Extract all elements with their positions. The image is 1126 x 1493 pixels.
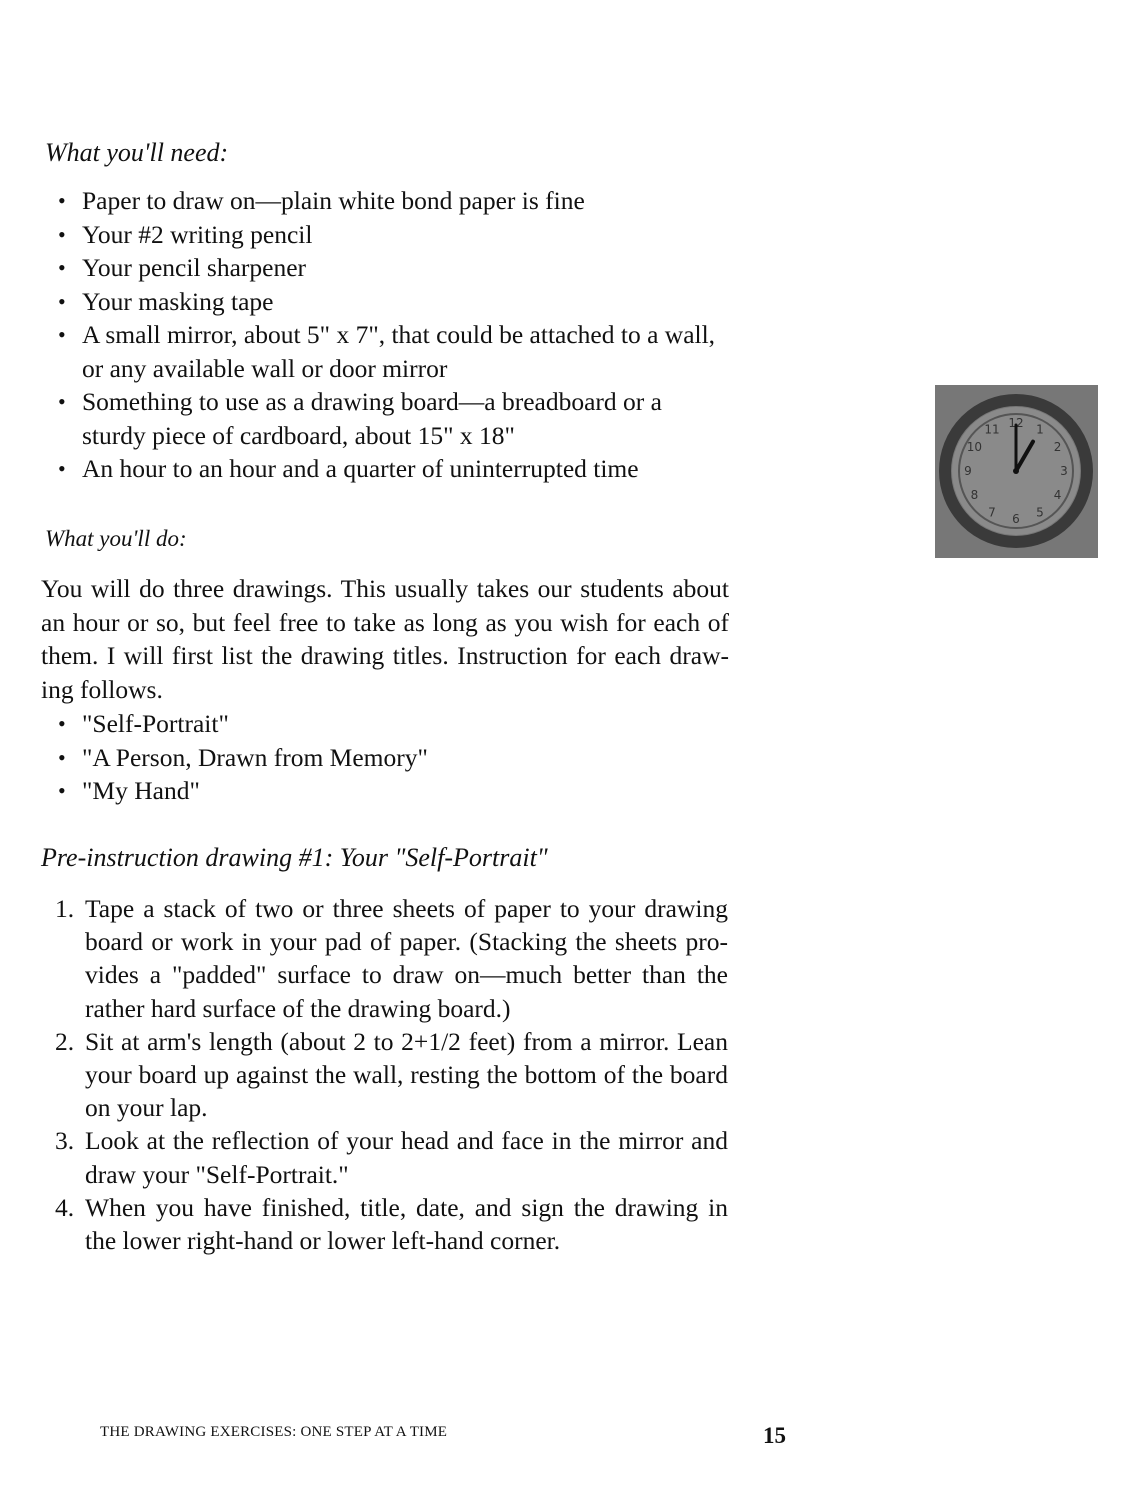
list-item: • "A Person, Drawn from Memory": [58, 741, 658, 775]
clock-numeral: 2: [1053, 440, 1062, 454]
drawing-titles-list: [58, 707, 658, 808]
page-number: 15: [763, 1423, 786, 1448]
todo-heading: What you'll do:: [45, 526, 187, 551]
list-item: • Your pencil sharpener: [58, 251, 730, 285]
list-item: [55, 892, 728, 1025]
list-item: • Your masking tape: [58, 285, 730, 319]
step-text: Tape a stack of two or three sheets of paper to your drawing board or work in your pad of paper. (Stacking the sheets pro-vides a "padded" surface to draw on—much better than the rather hard surface of the drawing board.): [85, 894, 728, 1023]
list-item: [55, 1191, 728, 1257]
running-footer: THE DRAWING EXERCISES: ONE STEP AT A TIME: [100, 1424, 448, 1440]
todo-paragraph: You will do three drawings. This usually takes our students about an hour or so, but feel free to take as long as you wish for each of them. I will first list the drawing titles. Instruction for each draw-ing follows.: [41, 574, 729, 704]
drawing1-heading: Pre-instruction drawing #1: Your "Self-Portrait": [41, 843, 548, 872]
step-text: When you have finished, title, date, and sign the drawing in the lower right-hand or lower left-hand corner.: [85, 1192, 728, 1256]
clock-numeral: 6: [1012, 512, 1020, 526]
step-number: 3.: [55, 1126, 75, 1156]
step-text: Look at the reflection of your head and face in the mirror and draw your "Self-Portrait.": [85, 1126, 728, 1189]
list-item: • Paper to draw on—plain white bond paper is fine: [58, 184, 730, 218]
list-item: • "My Hand": [58, 774, 658, 808]
clock-numeral: 5: [1036, 505, 1044, 520]
list-item: • Your #2 writing pencil: [58, 218, 730, 252]
clock-numeral: 1: [1036, 422, 1044, 437]
clock-numeral: 9: [964, 464, 972, 478]
clock-icon: [935, 385, 1098, 558]
list-item: [55, 1124, 728, 1190]
step-number: 4.: [55, 1192, 75, 1222]
list-item: • A small mirror, about 5" x 7", that could be attached to a wall, or any available wall or door mirror: [58, 318, 730, 385]
clock-numeral: 10: [966, 440, 983, 454]
step-number: 1.: [55, 894, 75, 923]
list-item: • Something to use as a drawing board—a breadboard or a sturdy piece of cardboard, about 15" x 18": [58, 385, 730, 452]
list-item: [55, 1025, 728, 1125]
clock-numeral: 3: [1060, 464, 1068, 478]
drawing1-steps: [55, 892, 728, 1257]
step-number: 2.: [55, 1026, 75, 1056]
clock-numeral: 7: [988, 505, 996, 520]
clock-illustration: [935, 385, 1098, 558]
needs-list: [58, 184, 730, 486]
clock-numeral: 4: [1053, 488, 1062, 502]
step-text: Sit at arm's length (about 2 to 2+1/2 feet) from a mirror. Lean your board up against the wall, resting the bottom of the board on your lap.: [85, 1026, 728, 1123]
needs-heading: What you'll need:: [45, 138, 229, 167]
clock-numeral: 12: [1008, 416, 1024, 430]
clock-numeral: 11: [984, 422, 1000, 437]
list-item: • An hour to an hour and a quarter of uninterrupted time: [58, 452, 730, 486]
clock-numeral: 8: [970, 488, 979, 502]
list-item: • "Self-Portrait": [58, 707, 658, 741]
